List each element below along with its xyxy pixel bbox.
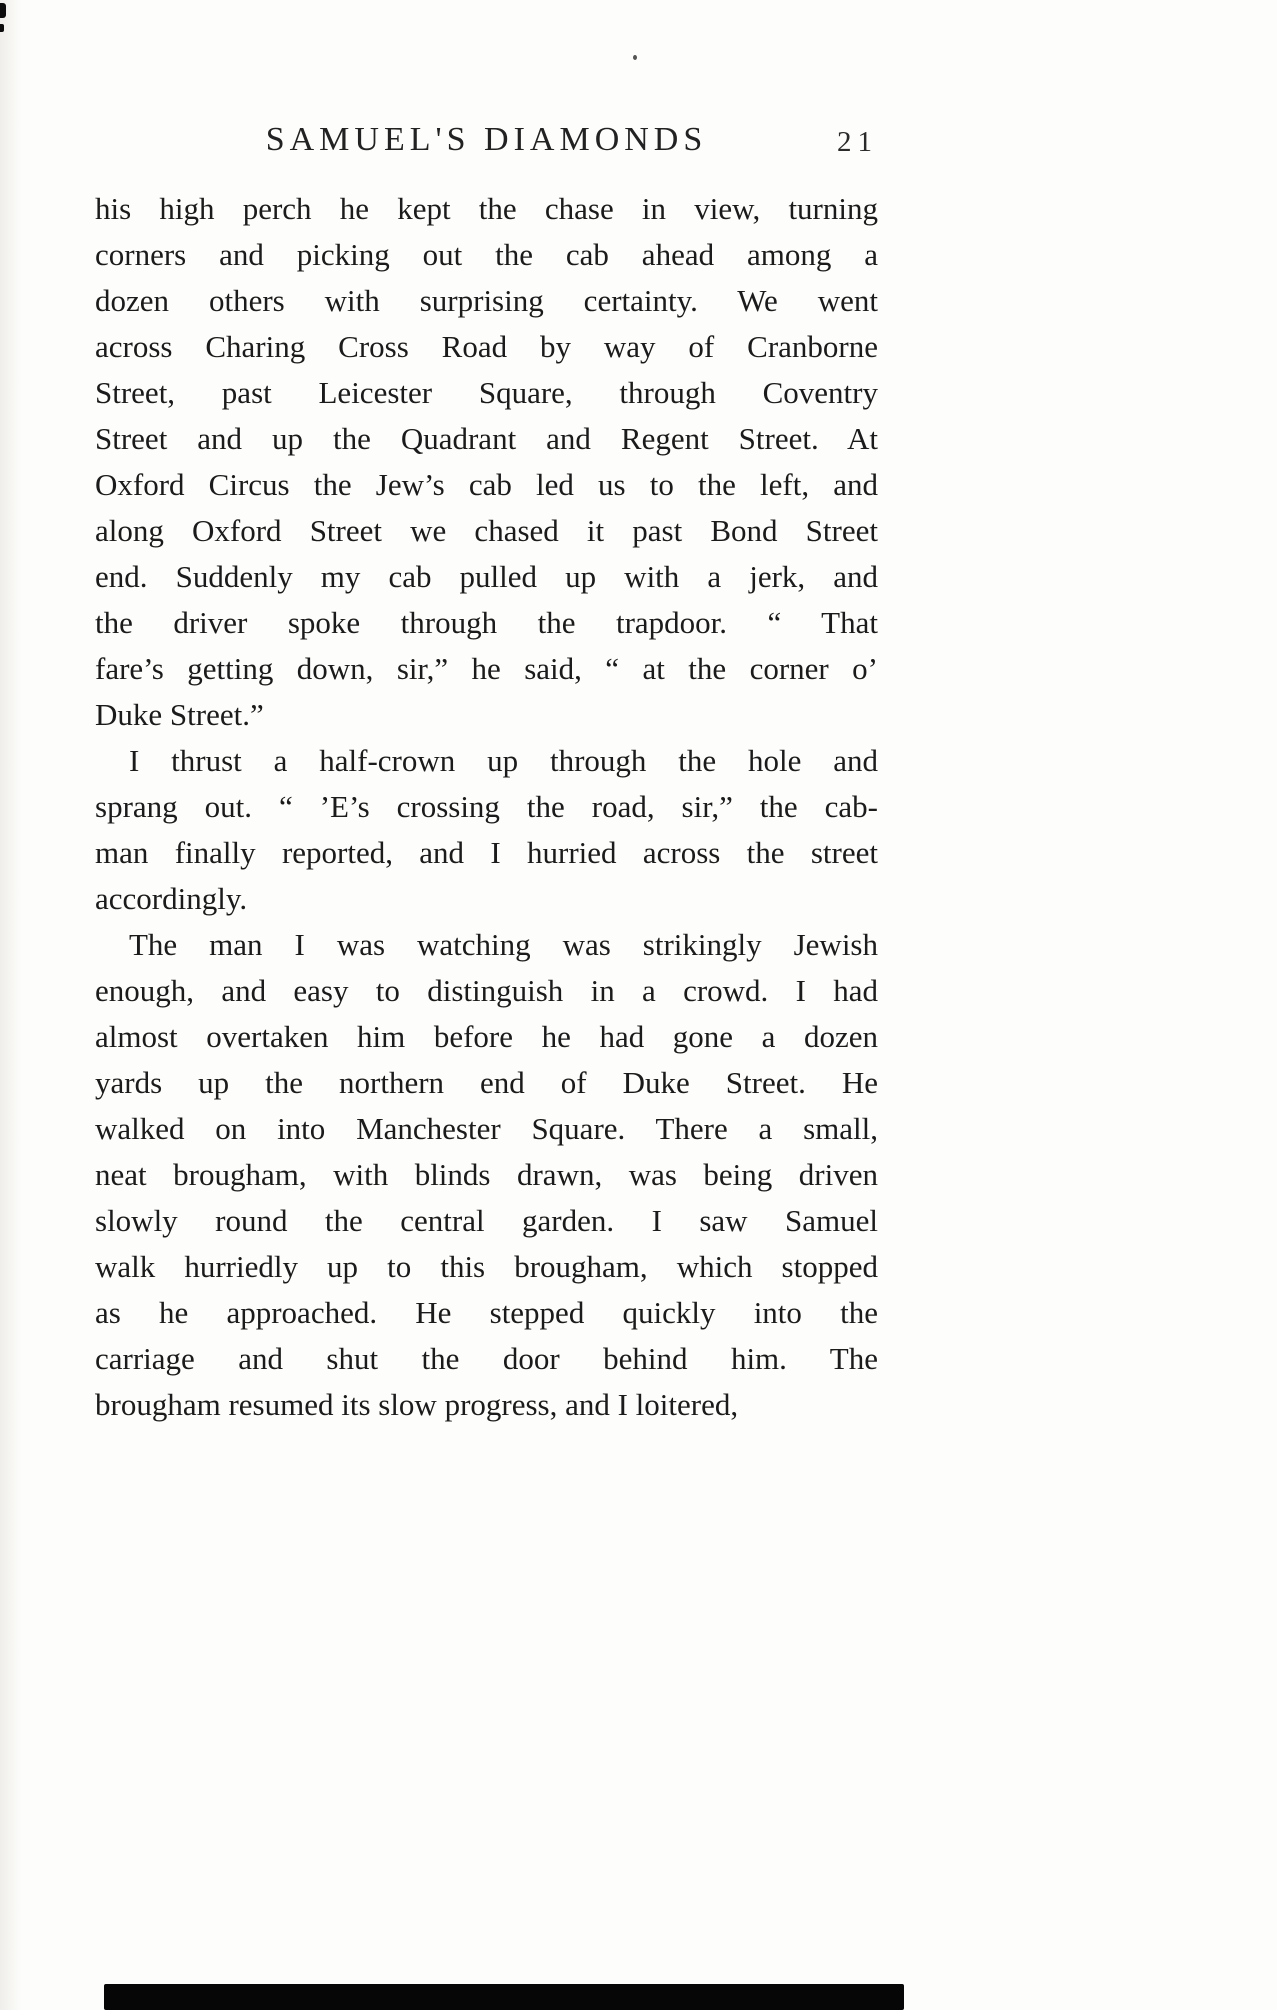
running-head bbox=[95, 116, 878, 164]
text-line: man finally reported, and I hurried across the street bbox=[95, 835, 878, 870]
text-line: Oxford Circus the Jew’s cab led us to the left, and bbox=[95, 467, 878, 502]
text-line: yards up the northern end of Duke Street. He bbox=[95, 1065, 878, 1100]
text-line: almost overtaken him before he had gone a dozen bbox=[95, 1019, 878, 1054]
text-line: Street and up the Quadrant and Regent Street. At bbox=[95, 421, 878, 456]
text-line: Duke Street.” bbox=[95, 697, 264, 732]
text-line: his high perch he kept the chase in view, turning bbox=[95, 191, 878, 226]
text-line: brougham resumed its slow progress, and I loitered, bbox=[95, 1387, 739, 1422]
text-block bbox=[95, 186, 878, 1428]
text-line: accordingly. bbox=[95, 881, 248, 916]
text-line: as he approached. He stepped quickly into the bbox=[95, 1295, 878, 1330]
page-number: 21 bbox=[837, 126, 878, 158]
text-line: end. Suddenly my cab pulled up with a jerk, and bbox=[95, 559, 878, 594]
text-line: along Oxford Street we chased it past Bond Street bbox=[95, 513, 878, 548]
text-line: neat brougham, with blinds drawn, was being driven bbox=[95, 1157, 878, 1192]
paragraph bbox=[95, 738, 878, 922]
text-line: fare’s getting down, sir,” he said, “ at the corner o’ bbox=[95, 651, 878, 686]
running-head-title: SAMUEL'S DIAMONDS bbox=[265, 121, 708, 158]
text-line: I thrust a half-crown up through the hole and bbox=[129, 743, 878, 778]
text-line: Street, past Leicester Square, through Coventry bbox=[95, 375, 878, 410]
scan-artifact bbox=[0, 24, 4, 32]
scan-artifact bbox=[633, 55, 637, 60]
text-line: dozen others with surprising certainty. We went bbox=[95, 283, 878, 318]
text-line: slowly round the central garden. I saw Samuel bbox=[95, 1203, 878, 1238]
paragraph bbox=[95, 186, 878, 738]
text-line: carriage and shut the door behind him. The bbox=[95, 1341, 878, 1376]
scan-artifact bbox=[0, 3, 6, 18]
paragraph bbox=[95, 922, 878, 1428]
text-line: walked on into Manchester Square. There a small, bbox=[95, 1111, 878, 1146]
text-line: corners and picking out the cab ahead among a bbox=[95, 237, 878, 272]
scan-artifact-bottom-bar bbox=[104, 1984, 904, 2010]
text-line: sprang out. “ ’E’s crossing the road, sir,” the cab- bbox=[95, 789, 878, 824]
text-line: the driver spoke through the trapdoor. “ That bbox=[95, 605, 878, 640]
text-line: The man I was watching was strikingly Jewish bbox=[129, 927, 878, 962]
text-line: enough, and easy to distinguish in a crowd. I had bbox=[95, 973, 878, 1008]
text-line: walk hurriedly up to this brougham, which stopped bbox=[95, 1249, 878, 1284]
text-line: across Charing Cross Road by way of Cranborne bbox=[95, 329, 878, 364]
